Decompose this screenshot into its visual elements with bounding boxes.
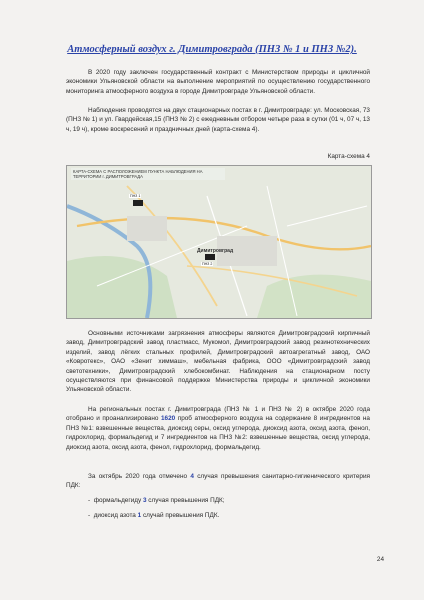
list-item-rest: случая превышения ПДК; (146, 497, 225, 504)
list-item (88, 497, 225, 504)
map-scheme (66, 165, 372, 319)
paragraph-samples-text-end: проб атмосферного воздуха на содержание 8 ингредиентов на ПНЗ №1: взвешенные вещества, диоксид серы, оксид углерода, диоксид азота, оксид азота, фенол, гидрохлорид, формальдегид и 7 ингредиентов на ПНЗ №2: взвешенные вещества, оксид углерода, диоксид азота, оксид азота, фенол, гидрохлорид, формальдегид. (66, 415, 370, 451)
list-item-rest: случай превышения ПДК. (141, 512, 220, 519)
list-dash: - (88, 497, 91, 504)
list-item-name: формальдегиду (93, 497, 143, 504)
map-drawing (67, 166, 371, 318)
paragraph-exceedances-text-start: За октябрь 2020 года отмечено (88, 473, 191, 480)
list-item-name: диоксид азота (93, 512, 138, 519)
map-urban-block (127, 216, 167, 241)
paragraph-sources (66, 329, 370, 395)
paragraph-sources-text: Основными источниками загрязнения атмосферы являются Димитровградский кирпичный завод, Димитровградский завод пластмасс, Мукомол, Димитровградский завод резинотехнических изделий, завод лёгких стальных профилей, Димитровградский автоагрегатный завод, ОАО «Ковротекс», ОАО «Зенит химмаш», мебельная фабрика, ООО «Димитровградский завод светотехники», Димитровградский хлебокомбинат. Наблюдения на стационарном посту осуществляются при финансовой поддержке Министерства природы и цикличной экономики Ульяновской области. (66, 330, 370, 394)
page-title: Атмосферный воздух г. Димитровграда (ПНЗ № 1 и ПНЗ №2). (67, 44, 357, 55)
map-label: Карта-схема 4 (327, 153, 370, 160)
paragraph-observations (66, 106, 370, 134)
list-dash: - (88, 512, 91, 519)
paragraph-exceedances-text-end: случая превышения санитарно-гигиенического критерия ПДК: (66, 473, 370, 490)
map-caption: КАРТА-СХЕМА С РАСПОЛОЖЕНИЕМ ПУНКТА НАБЛЮДЕНИЯ НА ТЕРРИТОРИИ г. ДИМИТРОВГРАДА (71, 168, 225, 180)
exceedances-count: 4 (190, 473, 194, 480)
paragraph-contract (66, 68, 370, 96)
paragraph-samples (66, 405, 370, 452)
paragraph-exceedances (66, 472, 370, 491)
paragraph-samples-text-start: На региональных постах г. Димитровграда (ПНЗ № 1 и ПНЗ № 2) в октябре 2020 года отобрано и проанализировано (66, 406, 370, 423)
list-item (88, 512, 219, 519)
list-item-count: 1 (137, 512, 142, 519)
post-1-label: ПНЗ 1 (130, 194, 141, 198)
list-item-count: 3 (142, 497, 147, 504)
page-number: 24 (376, 556, 384, 563)
map-city-label: Димитровград (197, 248, 234, 254)
post-2-marker (205, 254, 215, 260)
samples-count: 1620 (160, 415, 176, 423)
paragraph-contract-text: В 2020 году заключен государственный контракт с Министерством природы и цикличной экономики Ульяновской области на выполнение мероприятий по осуществлению государственного мониторинга атмосферного воздуха в городе Димитровграде Ульяновской области. (66, 69, 370, 95)
paragraph-observations-text: Наблюдения проводятся на двух стационарных постах в г. Димитровграде: ул. Московская, 73 (ПНЗ № 1) и ул. Гвардейская,15 (ПНЗ № 2) с ежедневным отбором четыре раза в сутки (01 ч, 07 ч, 13 ч, 19 ч), кроме воскресений и праздничных дней (карта-схема 4). (66, 107, 370, 133)
post-2-label: ПНЗ 2 (202, 262, 213, 266)
post-1-marker (133, 200, 143, 206)
